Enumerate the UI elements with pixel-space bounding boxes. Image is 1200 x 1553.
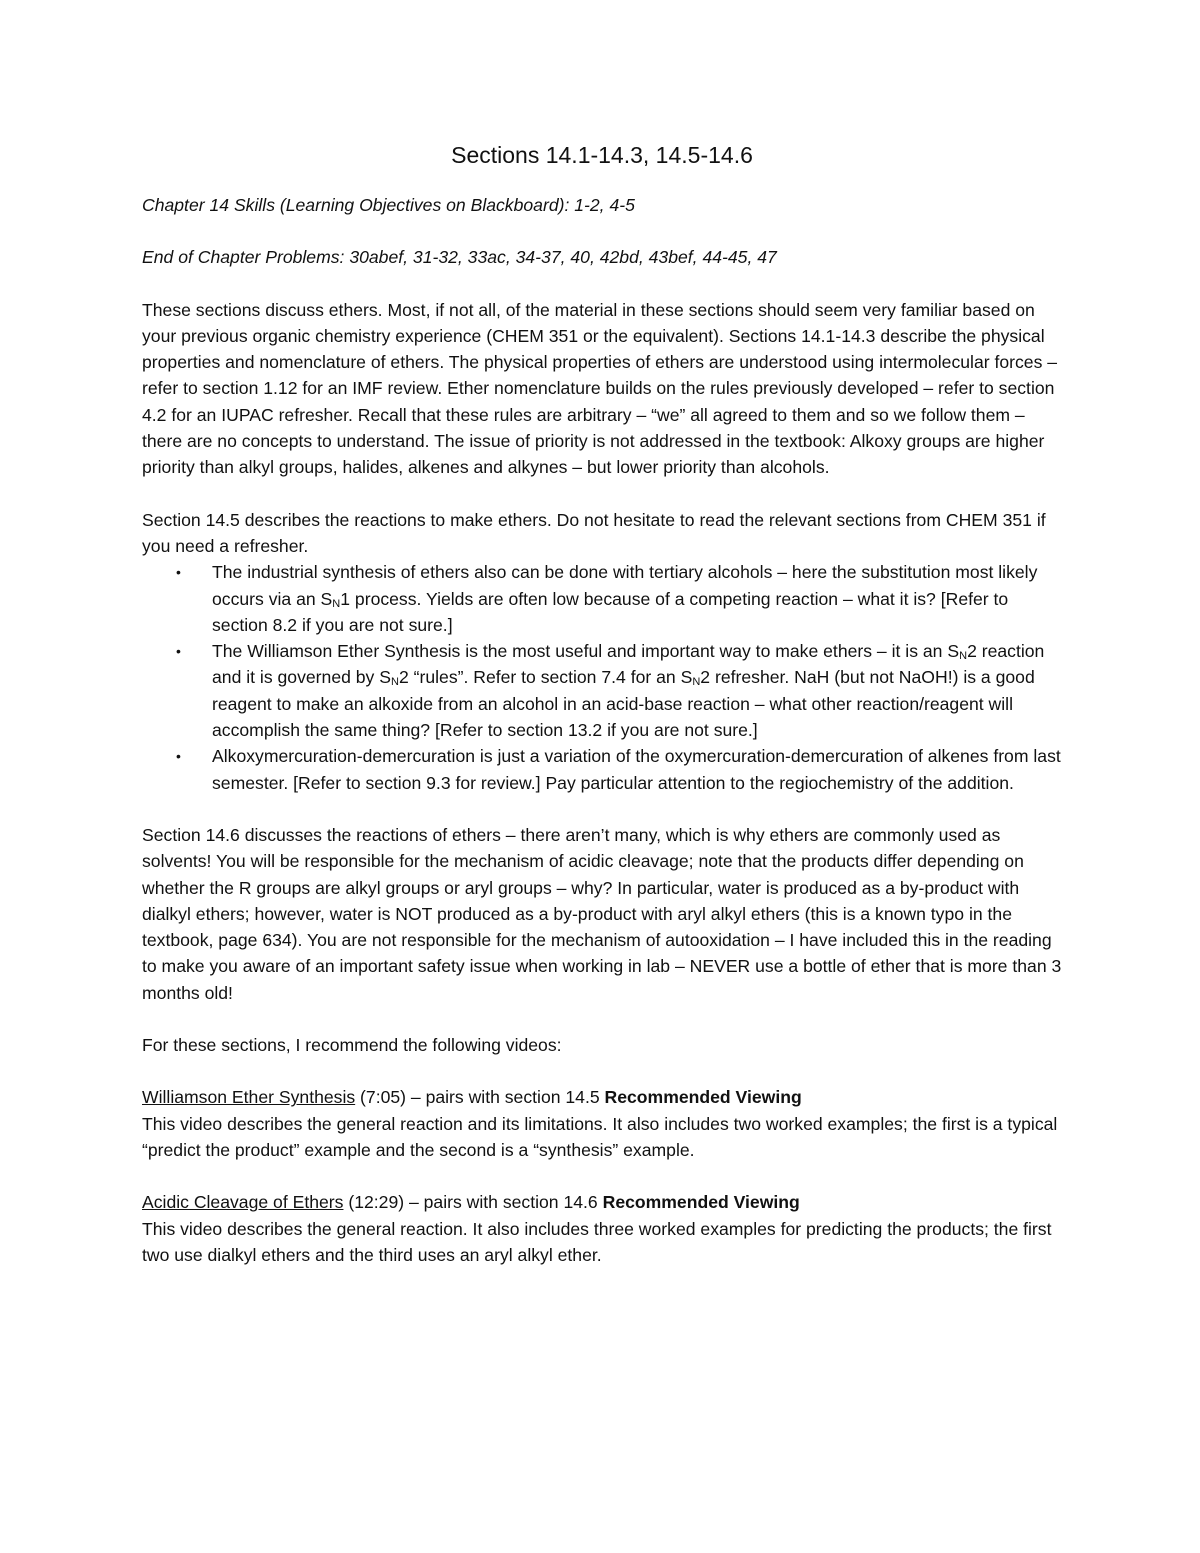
bullet-icon: • [176,564,181,581]
video-link[interactable]: Acidic Cleavage of Ethers [142,1192,344,1213]
bullet-icon: • [176,748,181,765]
videos-intro: For these sections, I recommend the following videos: [142,1035,562,1056]
recommended-label: Recommended Viewing [602,1192,800,1213]
section-14-5-paragraph: Section 14.5 describes the reactions to make ethers. Do not hesitate to read the relevant sections from CHEM 351 if you need a refresher. [142,509,1046,556]
skills-line: Chapter 14 Skills (Learning Objectives on Blackboard): 1-2, 4-5 [142,195,635,215]
list-item: • The Williamson Ether Synthesis is the most useful and important way to make ethers – it is an $S_N2$ reaction and it is governed by $S_N2$ “rules”. Refer to section 7.4 for an $S_N2$ refresher. NaH (but not NaOH!) is a good reagent to make an alkoxide from an alcohol in an acid-base reaction – what other reaction/reagent will accomplish the same thing? [Refer to section 13.2 if you are not sure.] [212,638,1062,743]
bullet-icon: • [176,643,181,660]
page-title: Sections 14.1-14.3, 14.5-14.6 [451,142,753,168]
problems-line: End of Chapter Problems: 30abef, 31-32, 33ac, 34-37, 40, 42bd, 43bef, 44-45, 47 [142,247,777,268]
recommended-label: Recommended Viewing [604,1087,802,1108]
subscript: N [692,676,701,689]
subscript: N [391,676,399,689]
video-item-williamson: Williamson Ether Synthesis (7:05) – pairs with section 14.5 Recommended Viewing This video describes the general reaction and its limitations. It also includes two worked examples; the first is a typical “predict the product” example and the second is a “synthesis” example. [142,1084,1062,1163]
subscript: N [959,650,968,663]
document-page [142,140,1062,1294]
video-description: This video describes the general reaction. It also includes three worked examples for predicting the products; the first two use dialkyl ethers and the third uses an aryl alkyl ether. [142,1218,1052,1265]
subscript: N [332,597,341,610]
video-link[interactable]: Williamson Ether Synthesis [142,1087,356,1108]
list-item: • The industrial synthesis of ethers also can be done with tertiary alcohols – here the substitution most likely occurs via an $S_N1$ process. Yields are often low because of a competing reaction – what it is? [Refer to section 8.2 if you are not sure.] [212,559,1062,638]
bullet-list [142,559,1062,796]
video-item-acidic-cleavage: Acidic Cleavage of Ethers (12:29) – pairs with section 14.6 Recommended Viewing This video describes the general reaction. It also includes three worked examples for predicting the products; the first two use dialkyl ethers and the third uses an aryl alkyl ether. [142,1189,1062,1268]
list-item: • Alkoxymercuration-demercuration is just a variation of the oxymercuration-demercuration of alkenes from last semester. [Refer to section 9.3 for review.] Pay particular attention to the regiochemistry of the addition. [212,743,1062,796]
section-14-6-paragraph: Section 14.6 discusses the reactions of ethers – there aren’t many, which is why ethers are commonly used as solvents! You will be responsible for the mechanism of acidic cleavage; note that the products differ depending on whether the R groups are alkyl groups or aryl groups – why? In particular, water is produced as a by-product with dialkyl ethers; however, water is NOT produced as a by-product with aryl alkyl ethers (this is a known typo in the textbook, page 634). You are not responsible for the mechanism of autooxidation – I have included this in the reading to make you aware of an important safety issue when working in lab – NEVER use a bottle of ether that is more than 3 months old! [142,824,1062,1003]
intro-paragraph: These sections discuss ethers. Most, if not all, of the material in these sections should seem very familiar based on your previous organic chemistry experience (CHEM 351 or the equivalent). Sections 14.1-14.3 describe the physical properties and nomenclature of ethers. The physical properties of ethers are understood using intermolecular forces – refer to section 1.12 for an IMF review. Ether nomenclature builds on the rules previously developed – refer to section 4.2 for an IUPAC refresher. Recall that these rules are arbitrary – “we” all agreed to them and so we follow them – there are no concepts to understand. The issue of priority is not addressed in the textbook: Alkoxy groups are higher priority than alkyl groups, halides, alkenes and alkynes – but lower priority than alcohols. [142,299,1058,478]
video-description: This video describes the general reaction and its limitations. It also includes two worked examples; the first is a typical “predict the product” example and the second is a “synthesis” example. [142,1113,1058,1160]
